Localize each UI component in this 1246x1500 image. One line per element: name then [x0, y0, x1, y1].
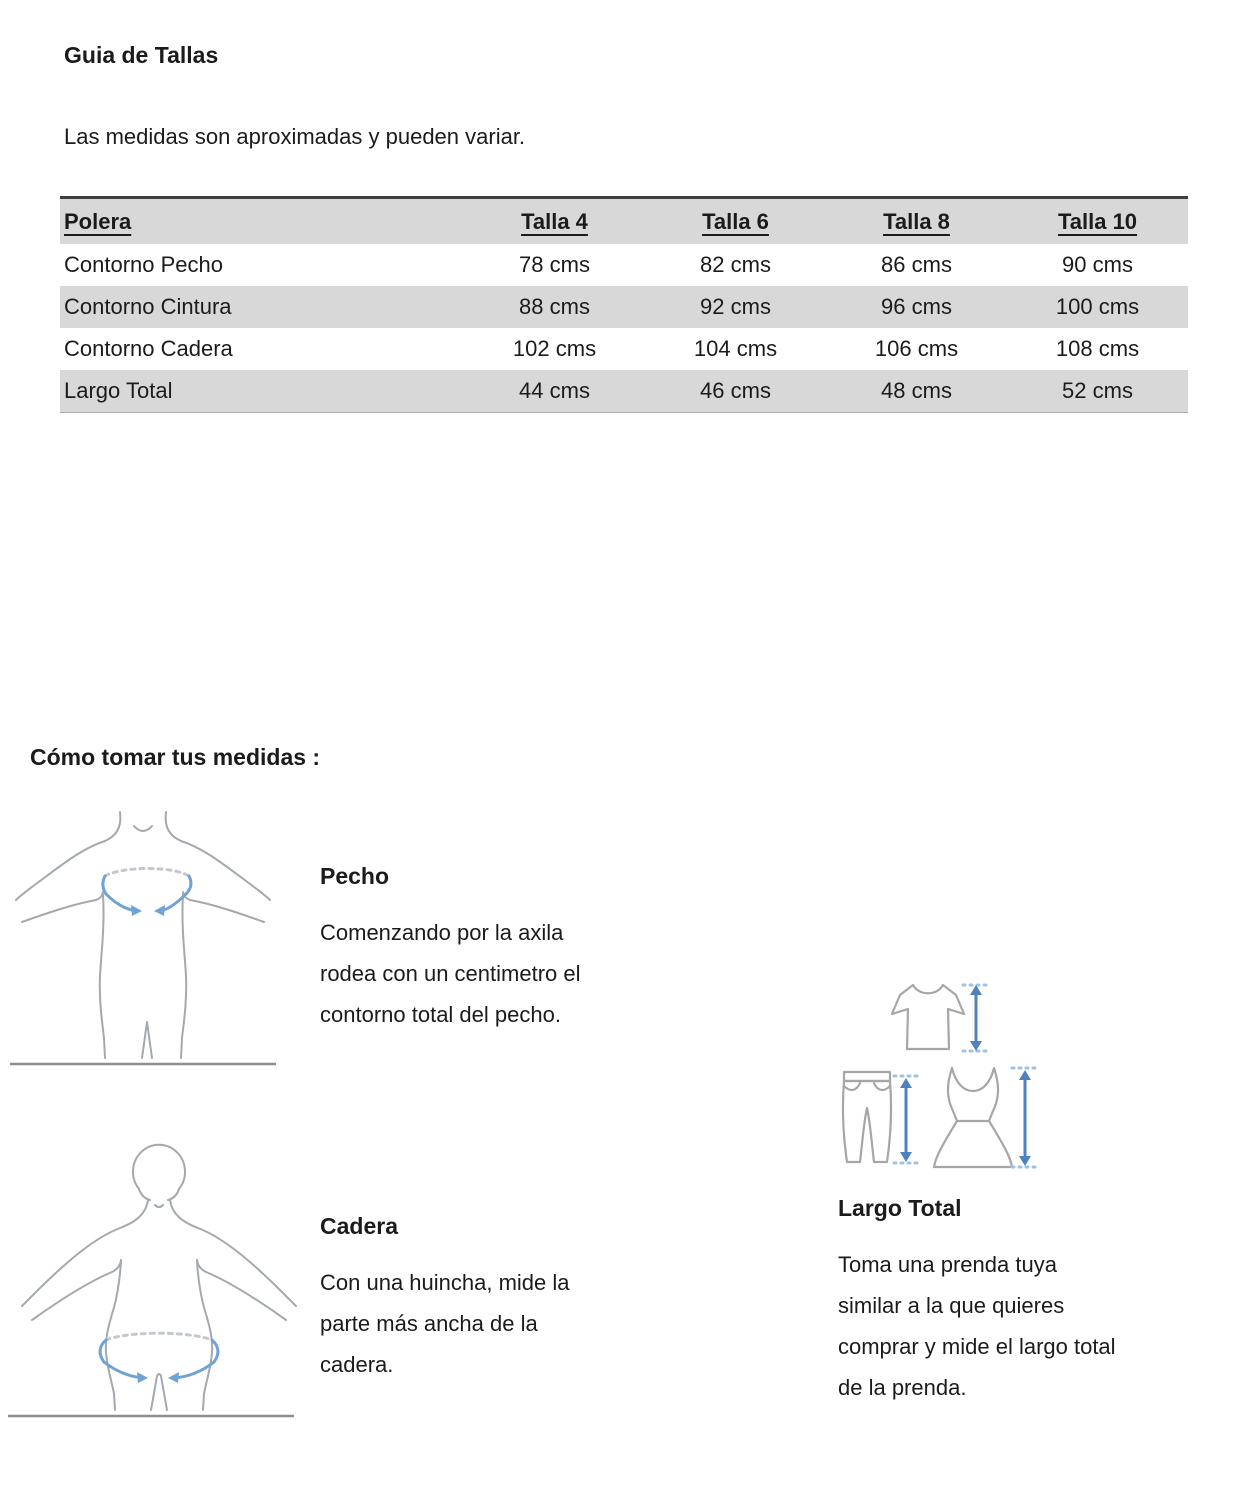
- size-table: [60, 196, 1188, 413]
- cell-value: 82 cms: [700, 252, 771, 277]
- cell-value: 92 cms: [700, 294, 771, 319]
- cell-value: 44 cms: [519, 378, 590, 403]
- tshirt-length-arrow-icon: [963, 985, 989, 1051]
- page-title: Guia de Tallas: [64, 42, 219, 68]
- pecho-text-line: contorno total del pecho.: [320, 1002, 561, 1027]
- row-label: Largo Total: [64, 378, 173, 403]
- table-row-length: [60, 370, 1188, 413]
- cell-value: 100 cms: [1055, 294, 1140, 319]
- size-table-container: [60, 196, 1188, 413]
- cell-value: 102 cms: [512, 336, 597, 361]
- column-header-size4: Talla 4: [464, 198, 645, 245]
- hip-measuring-tape-icon: [100, 1333, 218, 1383]
- cadera-text-line: parte más ancha de la: [320, 1311, 538, 1336]
- column-header-size10: Talla 10: [1007, 198, 1188, 245]
- cell-value: 52 cms: [1062, 378, 1133, 403]
- pecho-text-line: rodea con un centimetro el: [320, 961, 581, 986]
- dress-icon: [934, 1068, 1012, 1167]
- largo-total-text-line: similar a la que quieres: [838, 1293, 1065, 1318]
- pants-icon: [843, 1072, 891, 1162]
- column-header-size8: Talla 8: [826, 198, 1007, 245]
- table-row-hip: [60, 328, 1188, 370]
- pants-length-arrow-icon: [894, 1076, 919, 1163]
- body-outline: [22, 1145, 296, 1410]
- garment-length-icons: [835, 976, 1050, 1176]
- cell-value: 104 cms: [693, 336, 778, 361]
- cadera-text-line: cadera.: [320, 1352, 394, 1377]
- dress-length-arrow-icon: [1012, 1068, 1038, 1167]
- cadera-text-line: Con una huincha, mide la: [320, 1270, 570, 1295]
- table-row-waist: [60, 286, 1188, 328]
- size-table-header-row: [60, 198, 1188, 245]
- body-hip-figure-illustration: [8, 1142, 300, 1420]
- row-label: Contorno Cintura: [64, 294, 232, 319]
- row-label: Contorno Cadera: [64, 336, 233, 361]
- measuring-section-heading: Cómo tomar tus medidas :: [30, 744, 321, 770]
- cell-value: 86 cms: [881, 252, 952, 277]
- cadera-title: Cadera: [320, 1213, 398, 1239]
- cell-value: 108 cms: [1055, 336, 1140, 361]
- cell-value: 48 cms: [881, 378, 952, 403]
- table-row-chest: [60, 244, 1188, 286]
- largo-total-text-line: comprar y mide el largo total: [838, 1334, 1116, 1359]
- cell-value: 46 cms: [700, 378, 771, 403]
- cadera-section: [320, 1212, 570, 1385]
- largo-total-title: Largo Total: [838, 1195, 962, 1221]
- chest-measuring-tape-icon: [103, 869, 191, 917]
- cell-value: 90 cms: [1062, 252, 1133, 277]
- cell-value: 78 cms: [519, 252, 590, 277]
- body-outline: [16, 812, 270, 1058]
- largo-total-text-line: Toma una prenda tuya: [838, 1252, 1057, 1277]
- tshirt-icon: [892, 985, 964, 1049]
- intro-text: Las medidas son aproximadas y pueden variar.: [64, 124, 526, 149]
- pecho-section: [320, 862, 581, 1035]
- pecho-title: Pecho: [320, 863, 390, 889]
- body-chest-figure-illustration: [8, 806, 288, 1068]
- largo-total-section: [838, 1194, 1116, 1408]
- largo-total-text-line: de la prenda.: [838, 1375, 967, 1400]
- row-label: Contorno Pecho: [64, 252, 223, 277]
- cell-value: 106 cms: [874, 336, 959, 361]
- pecho-text-line: Comenzando por la axila: [320, 920, 564, 945]
- column-header-product: Polera: [60, 198, 464, 245]
- cell-value: 96 cms: [881, 294, 952, 319]
- cell-value: 88 cms: [519, 294, 590, 319]
- column-header-size6: Talla 6: [645, 198, 826, 245]
